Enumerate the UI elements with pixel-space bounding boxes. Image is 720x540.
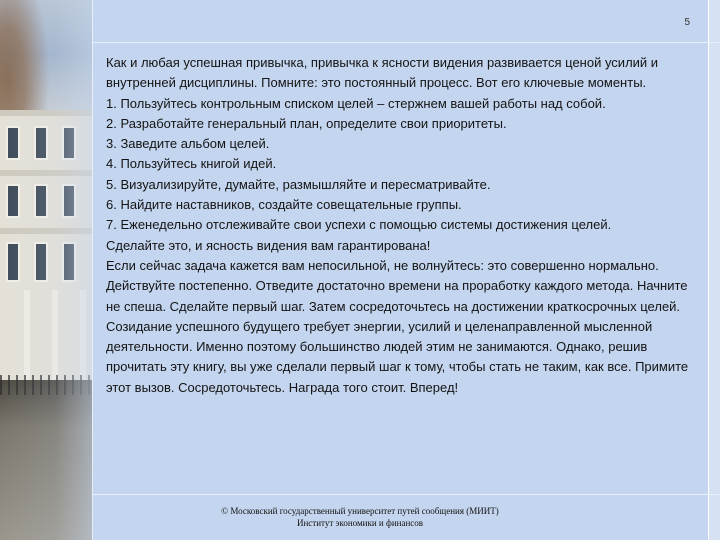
closing-paragraph: Если сейчас задача кажется вам непосильной, не волнуйтесь: это совершенно нормально. Действуйте постепенно. Отведите достаточно времени на проработку каждого метода. Начните не спеша. Сделайте первый шаг. Затем сосредоточьтесь на достижении краткосрочных целей. Созидание успешного будущего требует энергии, усилий и целенаправленной мысленной деятельности. Именно поэтому большинство людей этим не занимаются. Однако, решив прочитать эту книгу, вы уже сделали первый шаг к тому, чтобы стать не таким, как все. Примите этот вызов. Сосредоточьтесь. Награда того стоит. Вперед! (106, 257, 689, 395)
footer-divider (92, 494, 720, 495)
list-item: 4. Пользуйтесь книгой идей. (106, 156, 277, 172)
list-item: 2. Разработайте генеральный план, определите свои приоритеты. (106, 115, 507, 131)
list-item: 6. Найдите наставников, создайте совещательные группы. (106, 197, 462, 213)
photo-fade (0, 0, 92, 540)
footer-copyright: © Московский государственный университет путей сообщения (МИИТ) (221, 506, 499, 516)
footer-institute: Институт экономики и финансов (296, 518, 424, 528)
list-item: 5. Визуализируйте, думайте, размышляйте и пересматривайте. (106, 176, 491, 192)
list-item: 7. Еженедельно отслеживайте свои успехи с помощью системы достижения целей. (106, 217, 612, 233)
background-photo (0, 0, 92, 540)
guarantee-paragraph: Сделайте это, и ясность видения вам гарантирована! (106, 237, 431, 253)
header-divider (92, 42, 720, 43)
right-edge-strip (708, 0, 720, 540)
list-item: 3. Заведите альбом целей. (106, 136, 270, 152)
slide-body-text (106, 53, 696, 398)
intro-paragraph: Как и любая успешная привычка, привычка к ясности видения развивается ценой усилий и внутренней дисциплины. Помните: это постоянный процесс. Вот его ключевые моменты. (106, 55, 659, 91)
page-number: 5 (684, 17, 690, 28)
list-item: 1. Пользуйтесь контрольным списком целей – стержнем вашей работы над собой. (106, 95, 606, 111)
slide-footer (170, 505, 550, 529)
